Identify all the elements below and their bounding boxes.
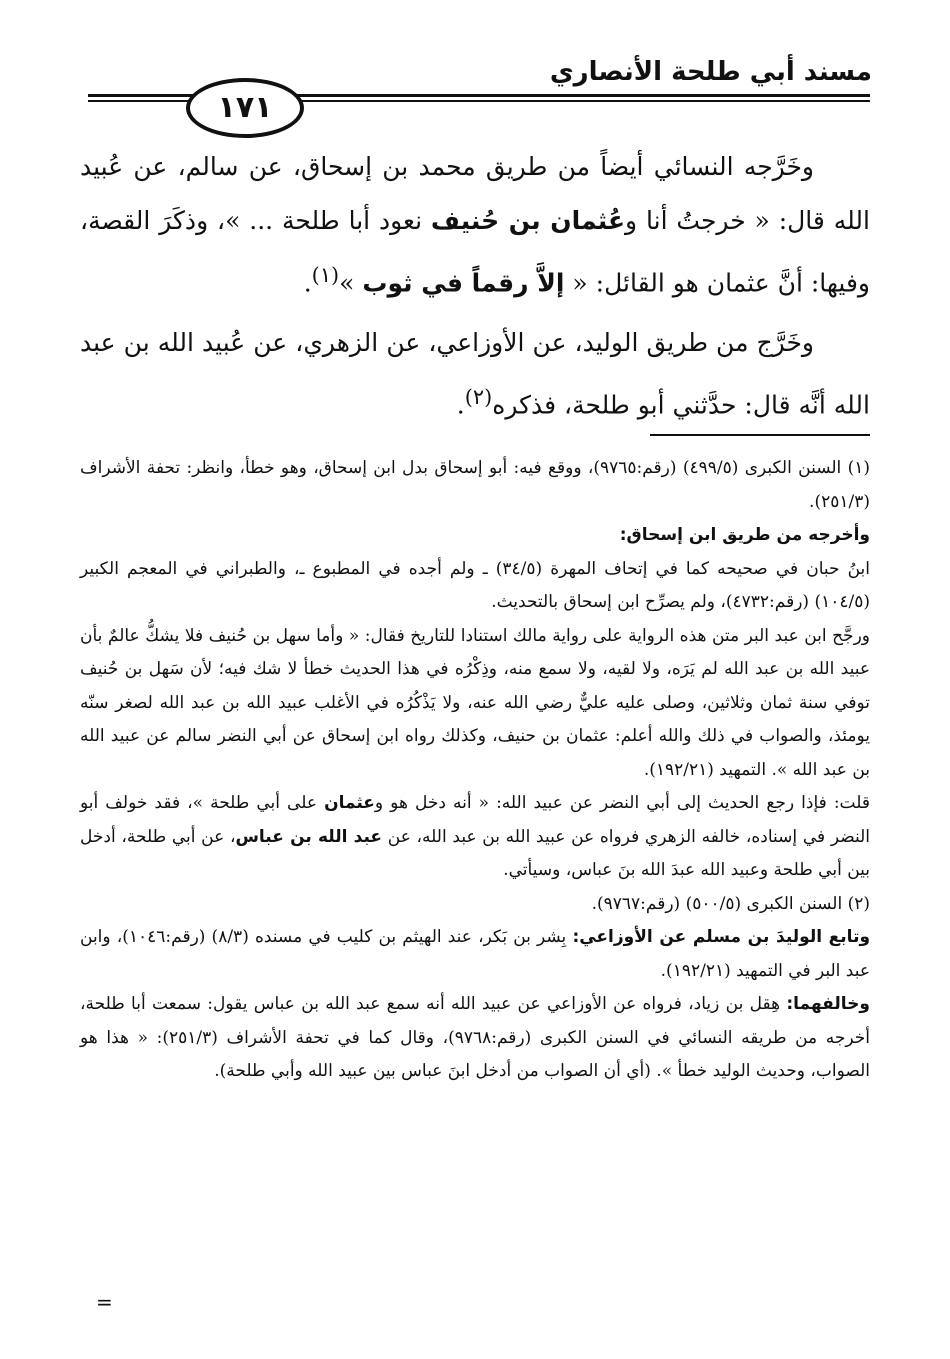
footnotes bbox=[80, 452, 870, 1089]
end-mark: = bbox=[96, 1290, 113, 1314]
footnote-2 bbox=[80, 888, 870, 922]
footnote-1-comment-a: قلت: فإذا رجع الحديث إلى أبي النضر عن عبيد الله: « أنه دخل هو و bbox=[374, 793, 870, 813]
footnote-1-comment bbox=[80, 787, 870, 888]
main-p1-bold-name: عُثمان بن حُنيف bbox=[430, 206, 626, 235]
main-p1-bold-quote: إلاَّ رقماً في ثوب bbox=[362, 268, 565, 298]
footnote-1-text: (١) السنن الكبرى (٤٩٩/٥) (رقم:٩٧٦٥)، ووقع فيه: أبو إسحاق بدل ابن إسحاق، وهو خطأ، وانظر: تحفة الأشراف (٢٥١/٣). bbox=[80, 458, 870, 512]
footnote-1-tamhid-quote: ورجَّح ابن عبد البر متن هذه الرواية على رواية مالك استنادا للتاريخ فقال: « وأما سهل بن حُنيف فلا يشكُّ عالمٌ بأن عبيد الله بن عبد الله لم يَرَه، ولا لقيه، ولا سمع منه، وذِكْرُه في هذا الحديث خطأ لا شك فيه؛ لأن سَهل بن حُنيف توفي سنة ثمان وثلاثين، وصلى عليه عليٌّ رضي الله عنه، ولا يَذْكُرُه في الأغلب عبيد الله بن عبد الله لصغر سنّه يومئذ، والصواب في ذلك والله أعلم: عثمان بن حنيف، وكذلك رواه ابن إسحاق عن أبي النضر سالم عن عبيد الله بن عبد الله ». التمهيد (١٩٢/٢١). bbox=[80, 625, 870, 780]
page-number-badge: ١٧١ bbox=[186, 78, 304, 138]
main-text bbox=[80, 140, 870, 433]
footnote-2-khalaf bbox=[80, 988, 870, 1089]
main-p1-text-a: وخَرَّجه النسائي أيضاً من طريق محمد بن إسحاق، عن سالم، عن عُبيد الله قال: « خرجتُ أنا و bbox=[80, 152, 870, 235]
footnote-1-comment-c: على أبي طلحة »، فقد خولف أبو النضر في إسناده، خالفه الزهري فرواه عن عبيد الله بن عبد الله، عن bbox=[80, 793, 870, 847]
footnote-2-text: (٢) السنن الكبرى (٥٠٠/٥) (رقم:٩٧٦٧). bbox=[591, 893, 870, 914]
footnote-1-sources: ابنُ حبان في صحيحه كما في إتحاف المهرة (٣٤/٥) ـ ولم أجده في المطبوع ـ، والطبراني في المعجم الكبير (١٠٤/٥) (رقم:٤٧٣٢)، ولم يصرِّح ابن إسحاق بالتحديث. bbox=[80, 558, 870, 612]
footnote-1-comment-bold-2: عبد الله بن عباس bbox=[235, 826, 383, 847]
footnote-1-comment-e: ، عن أبي طلحة، أدخل بين أبي طلحة وعبيد الله عبدَ الله بنَ عباس، وسيأتي. bbox=[80, 826, 870, 880]
footnote-2-mutaba-head: وتابع الوليدَ بن مسلم عن الأوزاعي: bbox=[572, 927, 871, 947]
main-paragraph-2 bbox=[80, 316, 870, 432]
running-header-title: مسند أبي طلحة الأنصاري bbox=[549, 57, 872, 87]
footnote-2-mutaba bbox=[80, 921, 870, 988]
main-p1-text-c: نعود أبا طلحة ... »، وذكَرَ القصة، وفيها: أنَّ عثمان هو القائل: « bbox=[80, 206, 870, 298]
footnote-2-khalaf-head: وخالفهما: bbox=[786, 994, 870, 1014]
footnote-2-mutaba-text: بِشر بن بَكر، عند الهيثم بن كليب في مسنده (٨/٣) (رقم:١٠٤٦)، وابن عبد البر في التمهيد (١٩٢/٢١). bbox=[80, 927, 870, 981]
footnote-ref-2: (٢) bbox=[464, 385, 493, 410]
main-p1-period: . bbox=[303, 268, 312, 298]
main-p2-text: وخَرَّج من طريق الوليد، عن الأوزاعي، عن الزهري، عن عُبيد الله بن عبد الله أنَّه قال: حدَّثني أبو طلحة، فذكره bbox=[80, 328, 870, 420]
footnote-ref-1: (١) bbox=[311, 263, 340, 287]
footnote-1-subheading: وأخرجه من طريق ابن إسحاق: bbox=[619, 525, 870, 545]
footnote-2-khalaf-text: هِقل بن زياد، فرواه عن الأوزاعي عن عبيد الله أنه سمع عبد الله بن عباس يقول: سمعت أبا طلحة، أخرجه من طريقه النسائي في السنن الكبرى (رقم:٩٧٦٨)، وقال كما في تحفة الأشراف (٢٥١/٣): « هذا هو الصواب، وحديث الوليد خطأ ». (أي أن الصواب من أدخل ابنَ عباس بين عبيد الله وأبي طلحة). bbox=[80, 994, 870, 1081]
main-p2-period: . bbox=[456, 390, 465, 420]
main-p1-text-e: » bbox=[339, 268, 363, 298]
footnote-1-comment-bold-1: عثمان bbox=[324, 793, 375, 813]
main-paragraph-1 bbox=[80, 140, 870, 310]
footnote-1 bbox=[80, 452, 870, 519]
footnote-separator bbox=[650, 434, 870, 436]
